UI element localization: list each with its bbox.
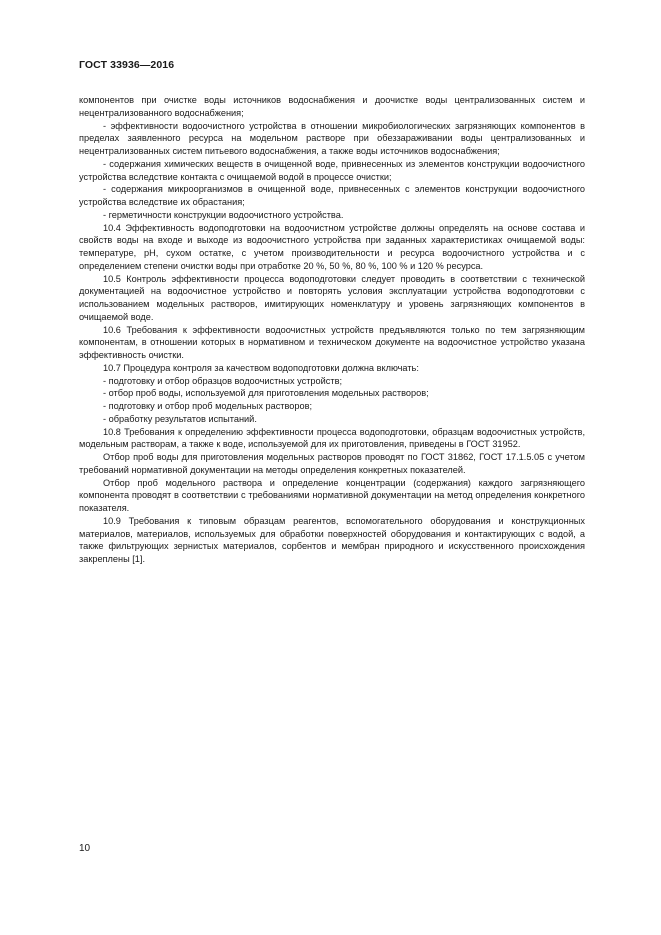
- list-item: - содержания микроорганизмов в очищенной воде, привнесенных с элементов конструкции водоочистного устройства вследствие их обрастания;: [79, 184, 585, 207]
- paragraph: Отбор проб модельного раствора и определение концентрации (содержания) каждого загрязняющего компонента проводят в соответствии с требованиями нормативной документации на метод определения конкретного показателя.: [79, 477, 585, 513]
- paragraph-10-6: 10.6 Требования к эффективности водоочистных устройств предъявляются только по тем загрязняющим компонентам, в отношении которых в нормативном и техническом документе на водоочистное устройство указана эффективность очистки.: [79, 324, 585, 360]
- page-number: 10: [79, 843, 91, 854]
- paragraph-10-8: 10.8 Требования к определению эффективности процесса водоподготовки, образцам водоочистных устройств, модельным растворам, а также к воде, используемой для их приготовления, приведены в ГОСТ 31952.: [79, 426, 585, 450]
- paragraph-10-4: 10.4 Эффективность водоподготовки на водоочистном устройстве должны определять на основе состава и свойств воды на входе и выходе из водоочистного устройства при заданных характеристиках очищаемой воды: температуре, pH, сухом остатке, с учетом производительности и ресурса водоочистного устройства и с определением степени очистки воды при отработке 20 %, 50 %, 80 %, 100 % и 120 % ресурса.: [79, 222, 585, 271]
- paragraph: Отбор проб воды для приготовления модельных растворов проводят по ГОСТ 31862, ГОСТ 17.1.5.05 с учетом требований нормативной документации на методы определения конкретных показателей.: [79, 452, 585, 475]
- list-item: - подготовку и отбор проб модельных растворов;: [103, 401, 313, 411]
- list-item: - герметичности конструкции водоочистного устройства.: [103, 209, 344, 220]
- list-item: - обработку результатов испытаний.: [103, 413, 257, 424]
- paragraph-10-7: 10.7 Процедура контроля за качеством водоподготовки должна включать:: [103, 362, 419, 373]
- document-header: ГОСТ 33936—2016: [79, 59, 175, 71]
- list-item: - эффективности водоочистного устройства в отношении микробиологических загрязняющих компонентов в пределах заявленного ресурса на модельном растворе при обеззараживании воды централизованных и нецентрализованных систем питьевого водоснабжения, а также воды источников водоснабжения;: [79, 120, 585, 156]
- list-item: - содержания химических веществ в очищенной воде, привнесенных из элементов конструкции водоочистного устройства вследствие контакта с очищаемой водой в процессе очистки;: [79, 158, 585, 182]
- list-item: - подготовку и отбор образцов водоочистных устройств;: [103, 375, 342, 386]
- paragraph-10-5: 10.5 Контроль эффективности процесса водоподготовки следует проводить в соответствии с технической документацией на водоочистное устройство и повторять условия эксплуатации устройства водоподготовки с использованием модельных растворов, имитирующих номенклатуру и уровень загрязняющих компонентов в очищаемой воде.: [79, 273, 585, 322]
- list-item: - отбор проб воды, используемой для приготовления модельных растворов;: [103, 388, 429, 399]
- paragraph: компонентов при очистке воды источников водоснабжения и доочистке воды централизованных систем и нецентрализованного водоснабжения;: [79, 95, 585, 118]
- paragraph-10-9: 10.9 Требования к типовым образцам реагентов, вспомогательного оборудования и конструкционных материалов, материалов, используемых для обработки поверхностей оборудования и контактирующих с водой, а также фильтрующих зернистых материалов, сорбентов и мембран природного и искусственного происхождения закреплены [1].: [79, 515, 585, 564]
- document-body: [79, 94, 585, 566]
